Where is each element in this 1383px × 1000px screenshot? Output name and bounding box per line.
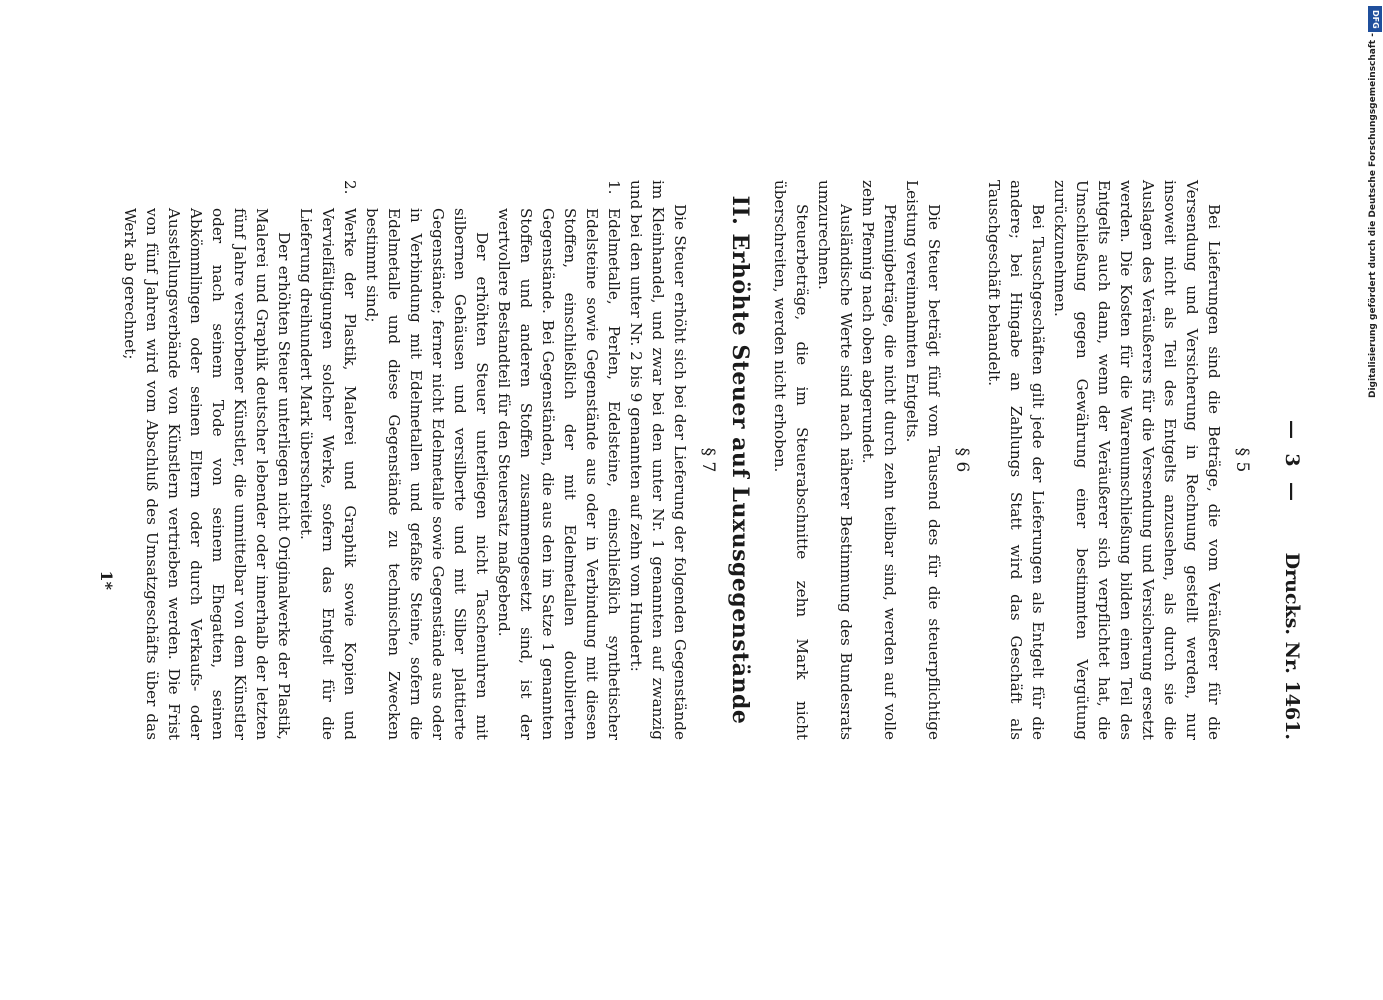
- section-6-paragraph-3: Ausländische Werte sind nach näherer Bestimmung des Bundesrats umzurechnen.: [815, 180, 855, 740]
- list-item-1-body: [361, 208, 625, 740]
- dfg-logo-icon: DFG: [1368, 6, 1382, 32]
- list-item-1: [361, 180, 625, 740]
- section-ii-heading: II. Erhöhte Steuer auf Luxusgegenstände: [727, 195, 753, 725]
- header-dash-right: —: [1281, 482, 1303, 501]
- page-number: 3: [1281, 453, 1303, 467]
- list-item-1-subtext: Der erhöhten Steuer unterliegen nicht Taschenuhren mit silbernen Gehäusen und versilberte und mit Silber plattierte Gegenstände; ferner nicht Edelmetalle sowie Gegenstände aus oder in Verbindung mit Edelmetallen und gefaßte Steine, sofern die Edelmetalle und diese Gegenstände zu technischen Zwecken bestimmt sind;: [363, 208, 491, 740]
- list-item-2: [119, 180, 361, 740]
- list-item-1-text: Edelmetalle, Perlen, Edelsteine, einschließlich synthetischer Edelsteine sowie Gegenstände aus oder in Verbindung mit diesen Stoffen, einschließlich der mit Edelmetallen doublierten Gegenstände. Bei Gegenständen, die aus den im Satze 1 genannten Stoffen und anderen Stoffen zusammengesetzt sind, ist der wertvollere Bestandteil für den Steuersatz maßgebend.: [495, 208, 623, 740]
- section-6-title: § 6: [952, 447, 972, 473]
- list-item-1-number: 1.: [605, 180, 623, 195]
- list-item-2-number: 2.: [341, 180, 359, 195]
- signature-mark: 1*: [97, 570, 116, 590]
- list-item-2-body: [119, 208, 361, 740]
- section-5-paragraph-2: Bei Tauschgeschäften gilt jede der Lieferungen als Entgelt für die andere; bei Hingabe an Zahlungs Statt wird das Geschäft als Tauschgeschäft behandelt.: [985, 180, 1047, 740]
- section-7-intro: Die Steuer erhöht sich bei der Lieferung der folgenden Gegenstände im Kleinhandel, und zwar bei den unter Nr. 1 genannten auf zwanzig und bei den unter Nr. 2 bis 9 genannten auf zehn vom Hundert:: [627, 180, 689, 740]
- document-body: [95, 180, 1263, 740]
- section-6-paragraph-1: Die Steuer beträgt fünf vom Tausend des für die steuerpflichtige Leistung vereinnahmten Entgelts.: [903, 180, 943, 740]
- credit-text: Digitalisierung gefördert durch die Deutsche Forschungsgemeinschaft -: [1368, 33, 1378, 398]
- header-dash-left: —: [1281, 420, 1303, 439]
- druck-number: Drucks. Nr. 1461.: [1281, 552, 1303, 740]
- page-header: [1277, 180, 1303, 740]
- section-6-paragraph-2: Pfennigbeträge, die nicht durch zehn teilbar sind, werden auf volle zehn Pfennig nach oben abgerundet.: [859, 180, 899, 740]
- list-item-2-text: Werke der Plastik, Malerei und Graphik sowie Kopien und Vervielfältigungen solcher Werke, sofern das Entgelt für die Lieferung dreihundert Mark überschreitet.: [297, 208, 359, 740]
- section-5-title: § 5: [1232, 447, 1252, 473]
- section-7-title: § 7: [698, 447, 718, 473]
- list-item-2-subtext: Der erhöhten Steuer unterliegen nicht Originalwerke der Plastik, Malerei und Graphik deutscher lebender oder innerhalb der letzten fünf Jahre verstorbener Künstler, die unmittelbar von dem Künstler oder nach seinem Tode von seinem Ehegatten, seinen Abkömmlingen oder seinen Eltern oder durch Verkaufs- oder Ausstellungsverbände von Künstlern vertrieben werden. Die Frist von fünf Jahren wird vom Abschluß des Umsatzgeschäfts über das Werk ab gerechnet;: [121, 208, 293, 740]
- section-6-paragraph-4: Steuerbeträge, die im Steuerabschnitte zehn Mark nicht überschreiten, werden nicht erhoben.: [771, 180, 811, 740]
- digitization-credit: [1370, 6, 1380, 396]
- section-5-paragraph-1: Bei Lieferungen sind die Beträge, die vom Veräußerer für die Versendung und Versicherung in Rechnung gestellt werden, nur insoweit nicht als Teil des Entgelts anzusehen, als durch sie die Auslagen des Veräußerers für die Versendung und Versicherung ersetzt werden. Die Kosten für die Warenumschließung bilden einen Teil des Entgelts auch dann, wenn der Veräußerer sich verpflichtet hat, die Umschließung gegen Gewährung einer bestimmten Vergütung zurückzunehmen.: [1051, 180, 1223, 740]
